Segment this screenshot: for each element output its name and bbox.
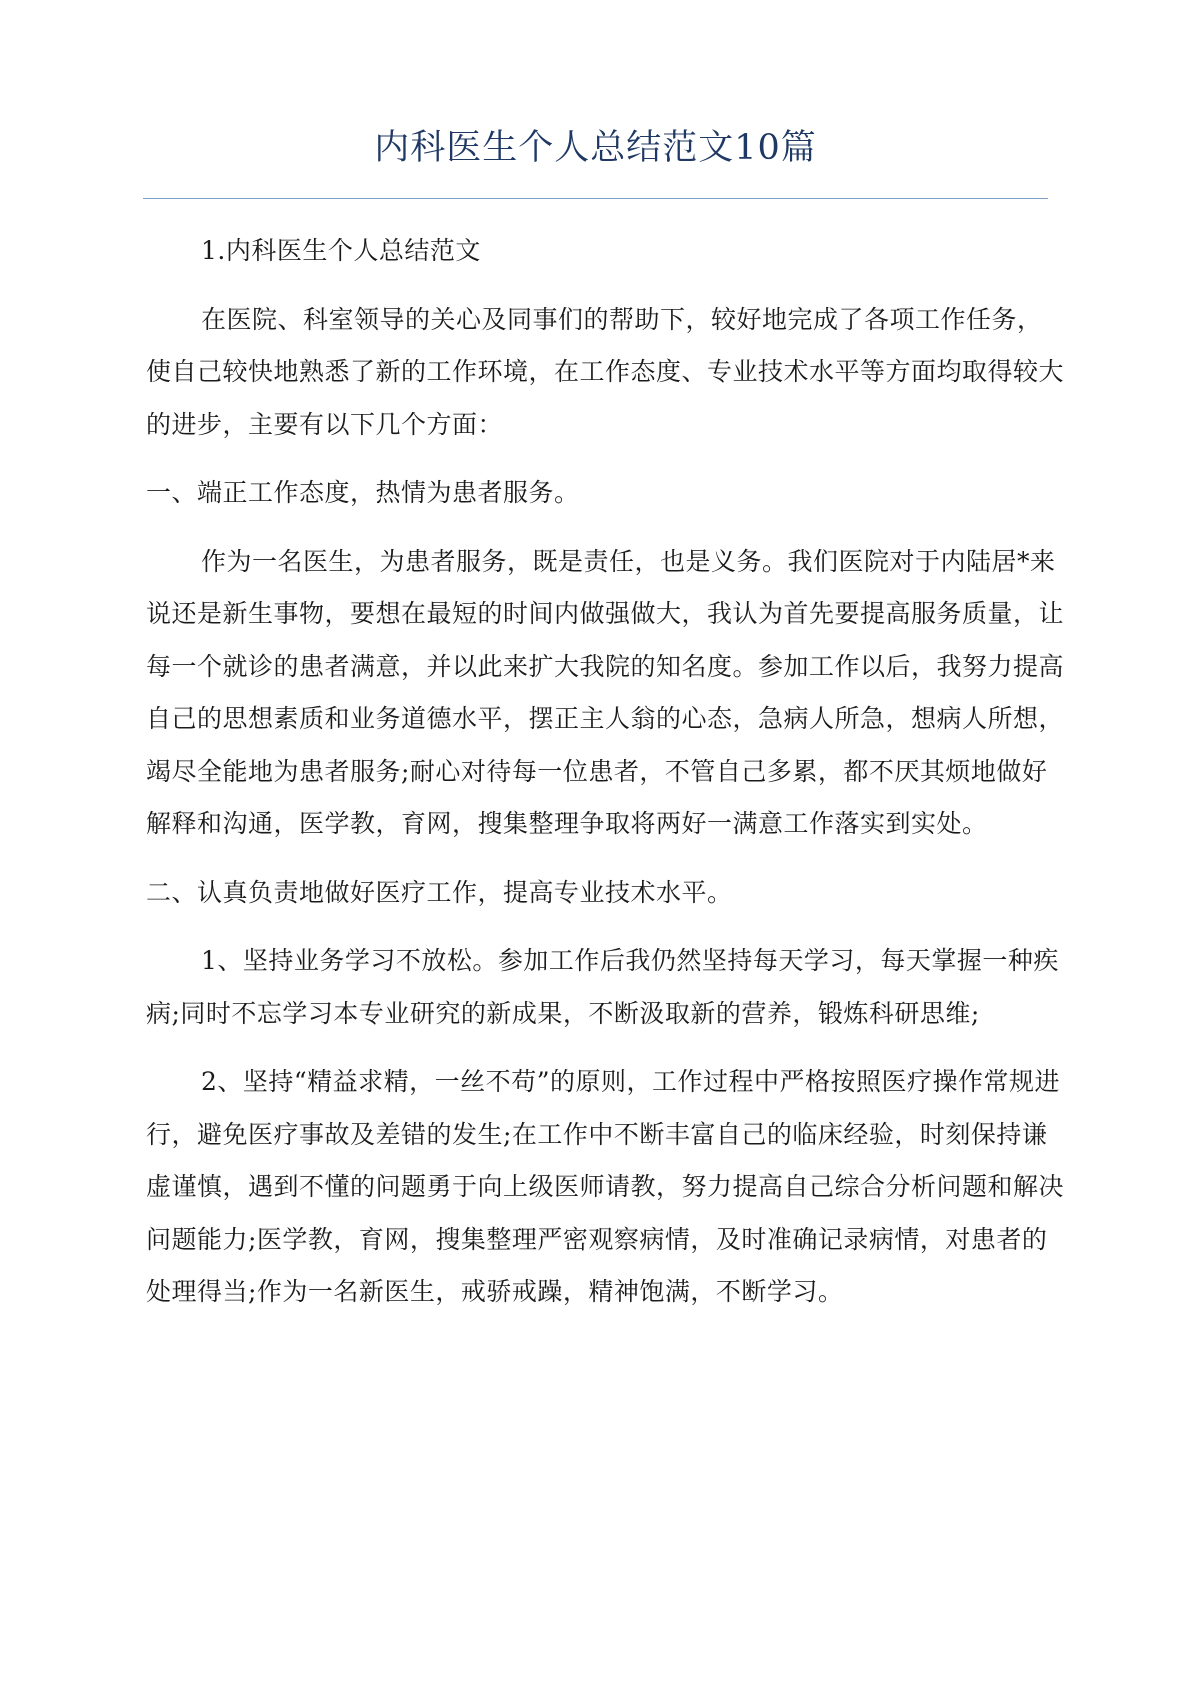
document-body bbox=[146, 225, 1066, 1335]
subheading-two: 二、认真负责地做好医疗工作，提高专业技术水平。 bbox=[146, 877, 733, 907]
subheading-one: 一、端正工作态度，热情为患者服务。 bbox=[146, 478, 580, 507]
paragraph-attitude: 作为一名医生，为患者服务，既是责任，也是义务。我们医院对于内陆居*来说还是新生事物，要想在最短的时间内做强做大，我认为首先要提高服务质量，让每一个就诊的患者满意，并以此来扩大我院的知名度。参加工作以后，我努力提高自己的思想素质和业务道德水平，摆正主人翁的心态，急病人所急，想病人所想，竭尽全能地为患者服务;耐心对待每一位患者，不管自己多累，都不厌其烦地做好解释和沟通，医学教，育网，搜集整理争取将两好一满意工作落实到实处。 bbox=[146, 546, 1065, 838]
paragraph-point-one: 1、坚持业务学习不放松。参加工作后我仍然坚持每天学习，每天掌握一种疾病;同时不忘学习本专业研究的新成果，不断汲取新的营养，锻炼科研思维; bbox=[146, 946, 1059, 1028]
title-divider bbox=[143, 198, 1048, 199]
paragraph-intro: 在医院、科室领导的关心及同事们的帮助下，较好地完成了各项工作任务，使自己较快地熟悉了新的工作环境，在工作态度、专业技术水平等方面均取得较大的进步，主要有以下几个方面： bbox=[146, 304, 1065, 439]
paragraph-point-two: 2、坚持“精益求精，一丝不苟”的原则，工作过程中严格按照医疗操作常规进行，避免医疗事故及差错的发生;在工作中不断丰富自己的临床经验，时刻保持谦虚谨慎，遇到不懂的问题勇于向上级医师请教，努力提高自己综合分析问题和解决问题能力;医学教，育网，搜集整理严密观察病情，及时准确记录病情，对患者的处理得当;作为一名新医生，戒骄戒躁，精神饱满，不断学习。 bbox=[146, 1067, 1065, 1306]
section-heading: 1.内科医生个人总结范文 bbox=[201, 236, 481, 265]
document-title: 内科医生个人总结范文10篇 bbox=[374, 128, 817, 168]
